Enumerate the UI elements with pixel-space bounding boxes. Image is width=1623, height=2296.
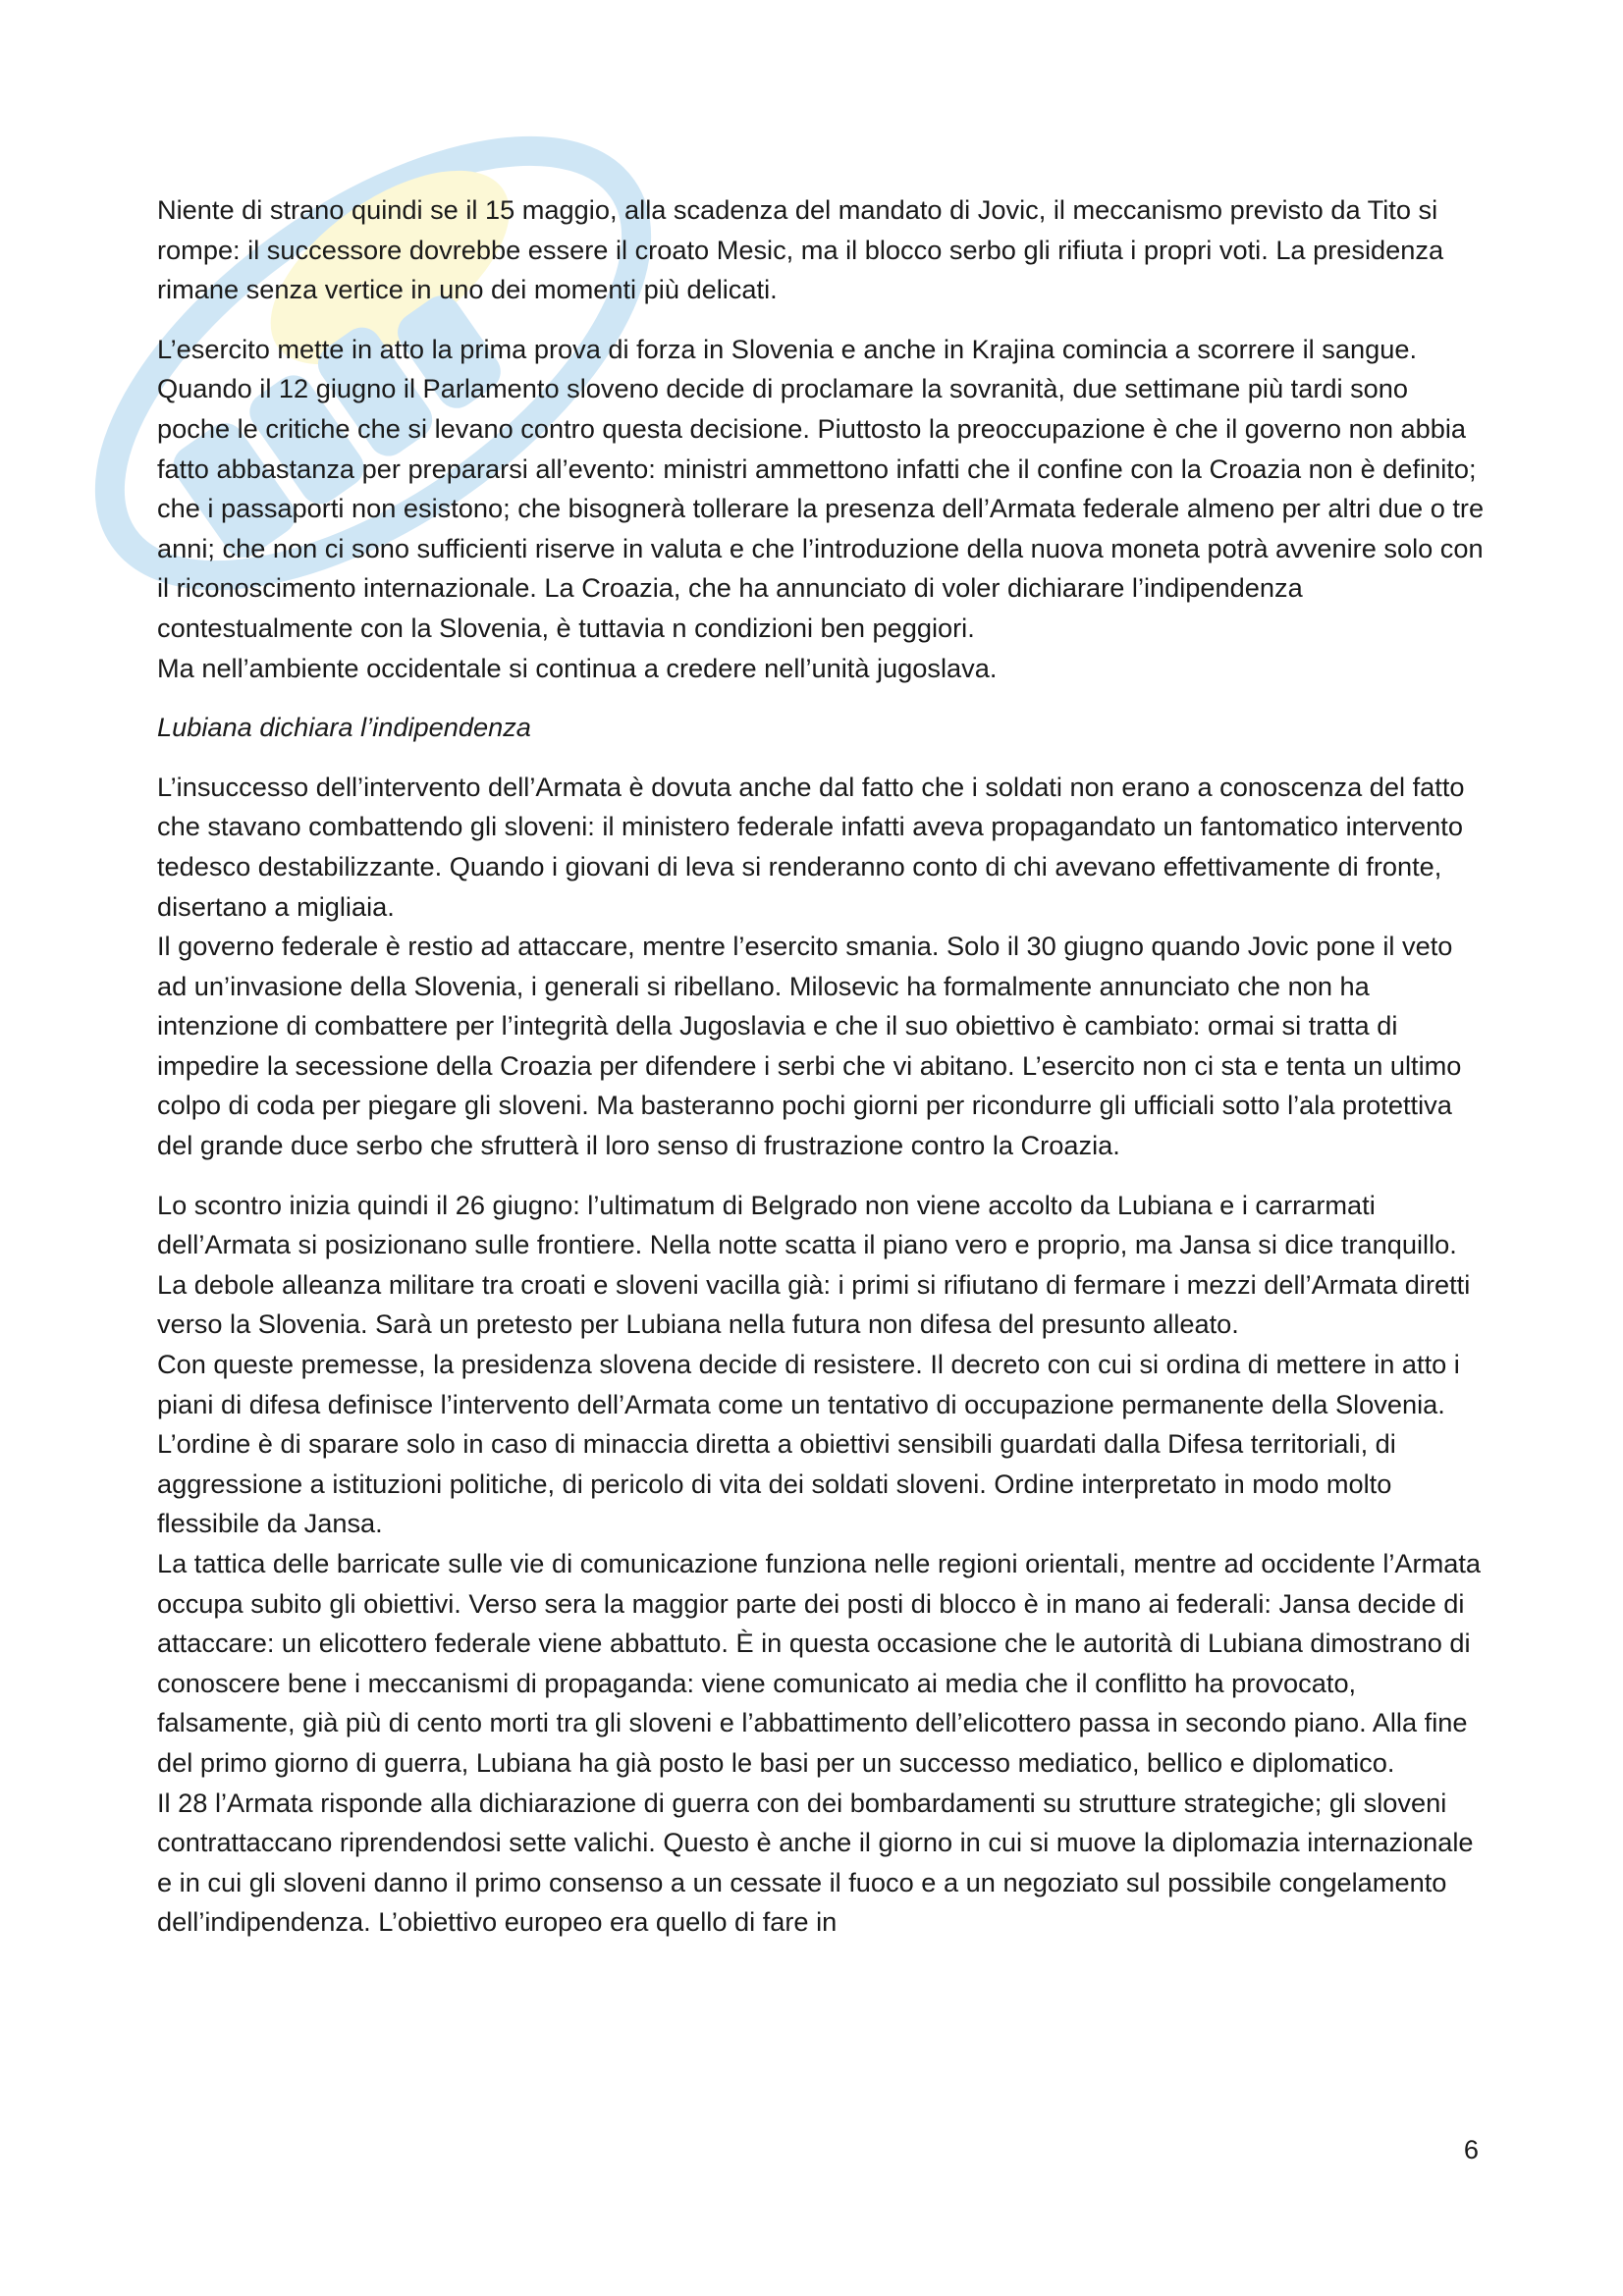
paragraph: Il governo federale è restio ad attaccare, mentre l’esercito smania. Solo il 30 giugno quando Jovic pone il veto ad un’invasione della Slovenia, i generali si ribellano. Milosevic ha formalmente annunciato che non ha intenzione di combattere per l’integrità della Jugoslavia e che il suo obiettivo è cambiato: ormai si tratta di impedire la secessione della Croazia per difendere i serbi che vi abitano. L’esercito non ci sta e tenta un ultimo colpo di coda per piegare gli sloveni. Ma basteranno pochi giorni per ricondurre gli ufficiali sotto l’ala protettiva del grande duce serbo che sfrutterà il loro senso di frustrazione contro la Croazia. (157, 931, 1462, 1161)
section-heading: Lubiana dichiara l’indipendenza (157, 712, 531, 743)
paragraph: Il 28 l’Armata risponde alla dichiarazione di guerra con dei bombardamenti su strutture strategiche; gli sloveni contrattaccano riprendendosi sette valichi. Questo è anche il giorno in cui si muove la diplomazia internazionale e in cui gli sloveni danno il primo consenso a un cessate il fuoco e a un negoziato sul possibile congelamento dell’indipendenza. L’obiettivo europeo era quello di fare in (157, 1787, 1474, 1938)
paragraph: Con queste premesse, la presidenza slovena decide di resistere. Il decreto con cui si ordina di mettere in atto i piani di difesa definisce l’intervento dell’Armata come un tentativo di occupazione permanente della Slovenia. L’ordine è di sparare solo in caso di minaccia diretta a obiettivi sensibili guardati dalla Difesa territoriali, di aggressione a istituzioni politiche, di pericolo di vita dei soldati sloveni. Ordine interpretato in modo molto flessibile da Jansa. (157, 1349, 1460, 1539)
paragraph: La tattica delle barricate sulle vie di comunicazione funziona nelle regioni orientali, mentre ad occidente l’Armata occupa subito gli obiettivi. Verso sera la maggior parte dei posti di blocco è in mano ai federali: Jansa decide di attaccare: un elicottero federale viene abbattuto. È in questa occasione che le autorità di Lubiana dimostrano di conoscere bene i meccanismi di propaganda: viene comunicato ai media che il conflitto ha provocato, falsamente, già più di cento morti tra gli sloveni e l’abbattimento dell’elicottero passa in secondo piano. Alla fine del primo giorno di guerra, Lubiana ha già posto le basi per un successo mediatico, bellico e diplomatico. (157, 1548, 1482, 1778)
paragraph: L’insuccesso dell’intervento dell’Armata è dovuta anche dal fatto che i soldati non erano a conoscenza del fatto che stavano combattendo gli sloveni: il ministero federale infatti aveva propagandato un fantomatico intervento tedesco destabilizzante. Quando i giovani di leva si renderanno conto di chi avevano effettivamente di fronte, disertano a migliaia. (157, 771, 1465, 922)
paragraph: Ma nell’ambiente occidentale si continua a credere nell’unità jugoslava. (157, 652, 998, 683)
paragraph: Niente di strano quindi se il 15 maggio, alla scadenza del mandato di Jovic, il meccanismo previsto da Tito si rompe: il successore dovrebbe essere il croato Mesic, ma il blocco serbo gli rifiuta i propri voti. La presidenza rimane senza vertice in uno dei momenti più delicati. (157, 194, 1444, 305)
paragraph: L’esercito mette in atto la prima prova di forza in Slovenia e anche in Krajina comincia a scorrere il sangue. Quando il 12 giugno il Parlamento sloveno decide di proclamare la sovranità, due settimane più tardi sono poche le critiche che si levano contro questa decisione. Piuttosto la preoccupazione è che il governo non abbia fatto abbastanza per prepararsi all’evento: ministri ammettono infatti che il confine con la Croazia non è definito; che i passaporti non esistono; che bisognerà tollerare la presenza dell’Armata federale almeno per altri due o tre anni; che non ci sono sufficienti riserve in valuta e che l’introduzione della nuova moneta potrà avvenire solo con il riconoscimento internazionale. La Croazia, che ha annunciato di voler dichiarare l’indipendenza contestualmente con la Slovenia, è tuttavia n condizioni ben peggiori. (157, 333, 1485, 643)
paragraph: Lo scontro inizia quindi il 26 giugno: l’ultimatum di Belgrado non viene accolto da Lubiana e i carrarmati dell’Armata si posizionano sulle frontiere. Nella notte scatta il piano vero e proprio, ma Jansa si dice tranquillo. La debole alleanza militare tra croati e sloveni vacilla già: i primi si rifiutano di fermare i mezzi dell’Armata diretti verso la Slovenia. Sarà un pretesto per Lubiana nella futura non difesa del presunto alleato. (157, 1189, 1471, 1340)
page-number: 6 (1463, 2134, 1479, 2164)
document-body (157, 190, 1486, 1943)
